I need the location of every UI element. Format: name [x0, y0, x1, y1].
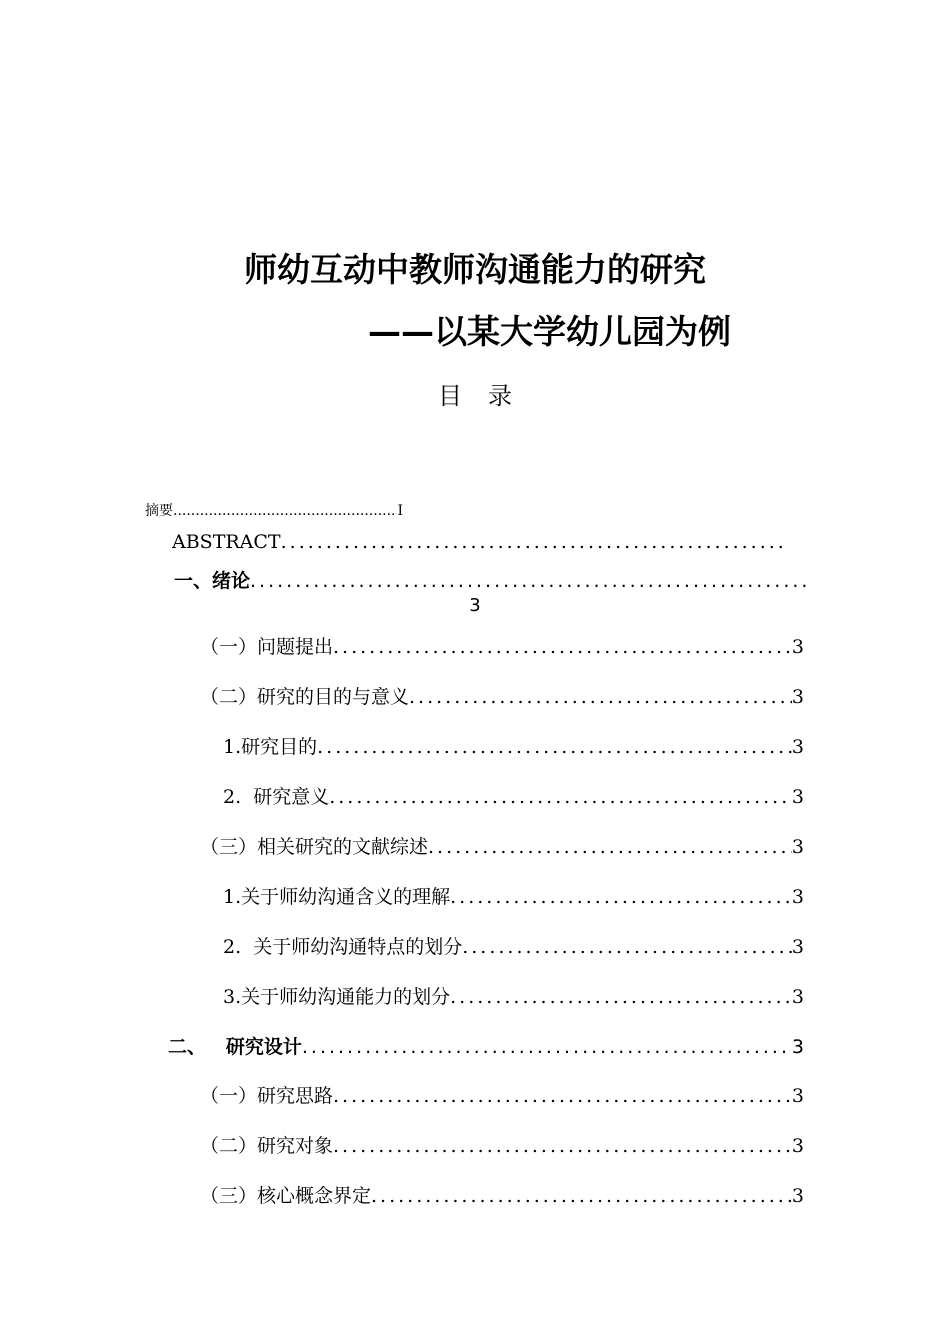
toc-entry-label: 3.关于师幼沟通能力的划分: [223, 986, 451, 1008]
toc-entry-page-wrapped: 3: [469, 595, 481, 616]
toc-leader-dots: [333, 636, 792, 658]
toc-entry-page: 3: [791, 1085, 804, 1107]
toc-entry-page: I: [397, 503, 403, 519]
toc-entry-page: 3: [791, 1036, 804, 1058]
toc-entry-label: 一、绪论: [174, 570, 251, 592]
toc-entry-label: （三）相关研究的文献综述: [200, 836, 429, 858]
toc-leader-dots: [333, 1085, 792, 1107]
toc-entry-label: （二）研究的目的与意义: [200, 686, 410, 708]
toc-entry-page: 3: [791, 636, 804, 658]
toc-entry-page: 3: [791, 736, 804, 758]
toc-entry-abstract-cn[interactable]: [145, 500, 403, 520]
toc-entry-page: 3: [791, 986, 804, 1008]
toc-entry-page: 3: [791, 786, 804, 808]
toc-entry-label: （二）研究对象: [200, 1135, 334, 1157]
toc-leader-dots: [462, 936, 792, 958]
toc-entry-1-3[interactable]: [200, 832, 804, 859]
toc-leader-dots: [333, 1135, 792, 1157]
toc-leader-dots: [281, 531, 784, 553]
toc-leader-dots: [329, 786, 792, 808]
toc-entry-2-2[interactable]: [200, 1131, 804, 1158]
toc-entry-2-1[interactable]: [200, 1081, 804, 1108]
toc-entry-2-3[interactable]: [200, 1181, 804, 1208]
toc-entry-label: ABSTRACT: [172, 531, 281, 553]
toc-leader-dots: [173, 503, 397, 519]
toc-heading: 目录: [438, 382, 538, 410]
toc-entry-page: 3: [791, 1135, 804, 1157]
toc-entry-chapter-2[interactable]: [168, 1032, 804, 1059]
toc-entry-label: （一）问题提出: [200, 636, 334, 658]
toc-entry-page: 3: [791, 886, 804, 908]
toc-entry-1-2-2[interactable]: [223, 782, 804, 809]
toc-leader-dots: [450, 986, 792, 1008]
toc-entry-1-1[interactable]: [200, 632, 804, 659]
toc-entry-1-2[interactable]: [200, 682, 804, 709]
toc-leader-dots: [302, 1036, 792, 1058]
toc-entry-page: 3: [791, 936, 804, 958]
toc-entry-label: 2. 研究意义: [223, 786, 330, 808]
toc-leader-dots: [250, 570, 808, 592]
toc-entry-label: （一）研究思路: [200, 1085, 334, 1107]
toc-entry-1-3-2[interactable]: [223, 932, 804, 959]
title-line-1: 师幼互动中教师沟通能力的研究: [244, 250, 706, 289]
toc-entry-page: 3: [791, 836, 804, 858]
toc-leader-dots: [428, 836, 792, 858]
toc-entry-label: （三）核心概念界定: [200, 1185, 372, 1207]
toc-entry-label: 摘要: [145, 503, 173, 519]
title-line-2: ——以某大学幼儿园为例: [368, 312, 731, 351]
toc-leader-dots: [317, 736, 792, 758]
toc-leader-dots: [371, 1185, 792, 1207]
toc-entry-label: 2. 关于师幼沟通特点的划分: [223, 936, 463, 958]
toc-entry-1-3-3[interactable]: [223, 982, 804, 1009]
toc-entry-1-3-1[interactable]: [223, 882, 804, 909]
toc-leader-dots: [409, 686, 792, 708]
toc-entry-label: 二、 研究设计: [168, 1036, 302, 1058]
toc-entry-page: 3: [791, 1185, 804, 1207]
toc-entry-1-2-1[interactable]: [223, 732, 804, 759]
toc-entry-chapter-1[interactable]: [174, 566, 808, 593]
toc-entry-label: 1.研究目的: [223, 736, 318, 758]
toc-leader-dots: [450, 886, 792, 908]
toc-entry-page: 3: [791, 686, 804, 708]
toc-entry-label: 1.关于师幼沟通含义的理解: [223, 886, 451, 908]
toc-entry-abstract-en[interactable]: [172, 531, 784, 553]
